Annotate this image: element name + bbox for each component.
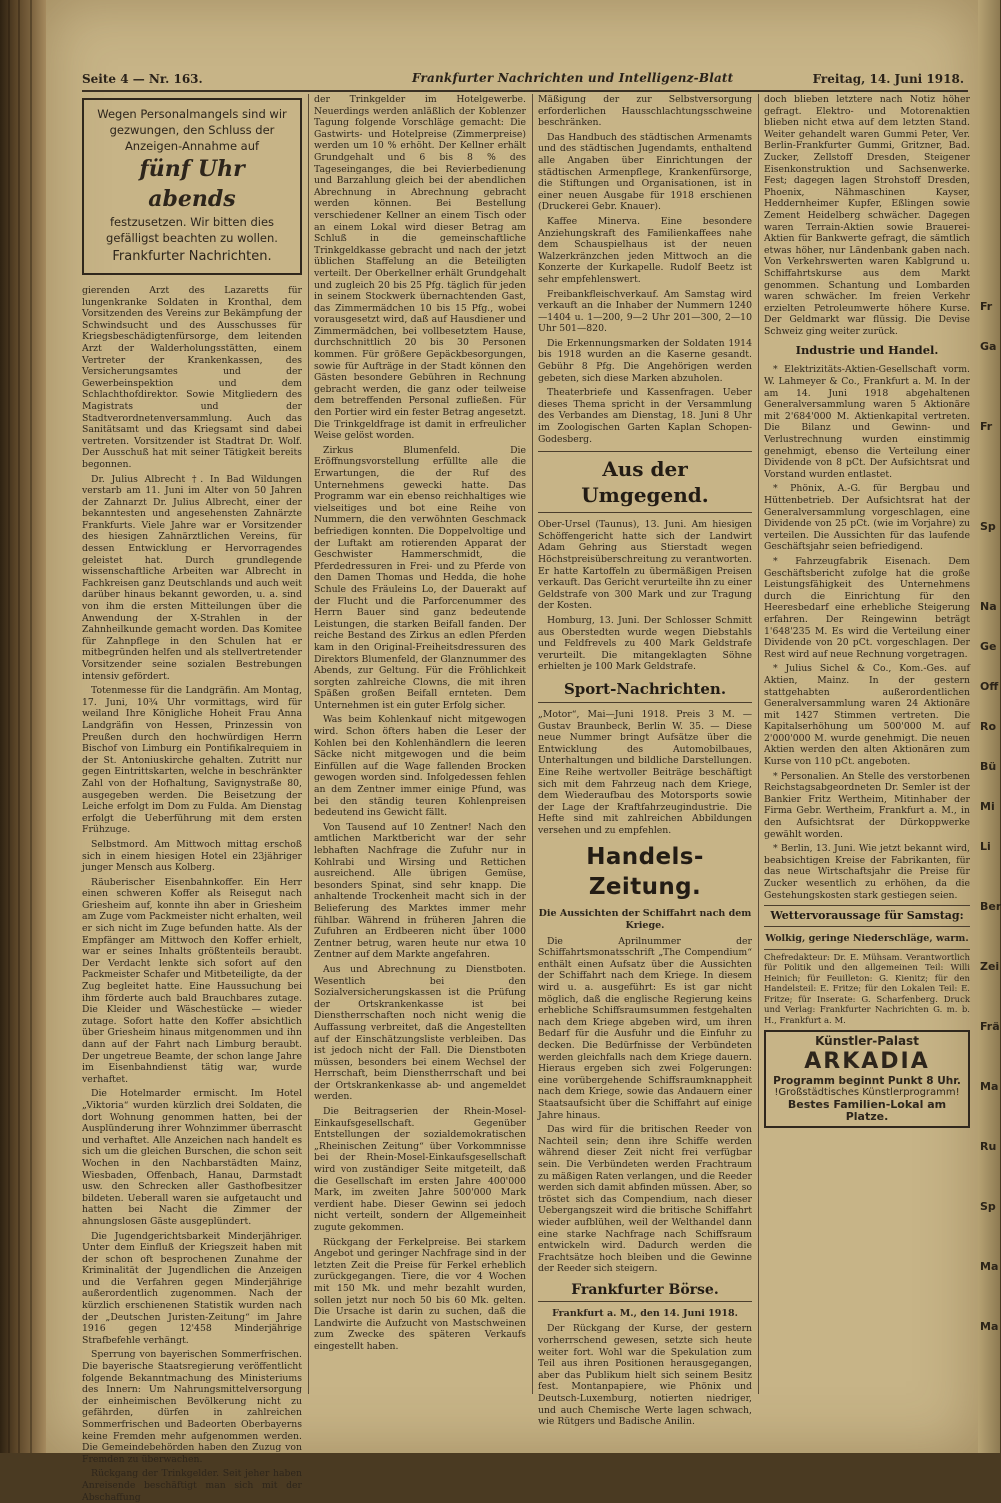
book-binding [0,0,46,1453]
ad-line-3: Programm beginnt Punkt 8 Uhr. [773,1074,961,1087]
article-paragraph: * Julius Sichel & Co., Kom.-Ges. auf Aktien, Mainz. In der gestern stattgehabten außerordentlichen Generalversammlung waren 24 Aktionäre mit 1427 Stimmen vertreten. Die Kapitalserhöhung um 500'000 M. auf 2'000'000 M. wurde genehmigt. Die neuen Aktien werden den alten Aktionären zum Kurse von 110 pCt. angeboten. [764,663,970,768]
notice-signature: Frankfurter Nachrichten. [112,249,272,264]
article-paragraph: Räuberischer Eisenbahnkoffer. Ein Herr einen schweren Koffer als Reisegut nach Griesheim auf, konnte ihn aber in Griesheim am Zuge vom Packmeister nicht erhalten, weil er sich nicht im Zuge befunden hatte. Als der Empfänger am Mittwoch den Koffer erhielt, war er seines Inhalts größtenteils beraubt. Der Verdacht lenkte sich sofort auf den Packmeister Schafer und Mitbeteiligte, da der Zug begleitet hatte. Eine Haussuchung bei ihm förderte auch bald Brauchbares zutage. Die Kleider und Wäschestücke — wieder zutage. Sofort hatte den Koffer absichtlich über Griesheim hinaus mitgenommen und ihn dann auf der Fahrt nach Limburg beraubt. Der ungetreue Beamte, der schon lange Jahre im Eisenbahndienst tätig war, wurde verhaftet. [82,876,302,1085]
article-paragraph: Das Handbuch des städtischen Armenamts und des städtischen Jugendamts, enthaltend alle Angaben über Einrichtungen der städtischen Armenpflege, Krankenfürsorge, die Stiftungen und Organisationen, ist in einer neuen Ausgabe für 1918 erschienen (Druckerei Gebr. Knauer). [538,131,752,213]
ad-line-5: Bestes Familien-Lokal am Platze. [787,1098,947,1123]
article-paragraph: Die Beitragserien der Rhein-Mosel-Einkaufsgesellschaft. Gegenüber Entstellungen der sozialdemokratischen „Rheinischen Zeitung“ über Vorkommnisse bei der Rhein-Mosel-Einkaufsgesellschaft wird von zuständiger Seite mitgeteilt, daß die Gesellschaft im ersten Jahre 400'000 Mark, im zweiten Jahre 500'000 Mark verdient habe. Dieser Gewinn sei jedoch nicht verteilt, sondern der Allgemeinheit zugute gekommen. [314,1106,526,1233]
article-paragraph: Das wird für die britischen Reeder von Nachteil sein; denn ihre Schiffe werden während dieser Zeit nicht frei verfügbar sein. Die Verbündeten werden Frachtraum zu mäßigen Raten verlangen, und die Reeder werden sich damit abfinden müssen. Aber, so tröstet sich das Compendium, nach dieser Uebergangszeit wird die britische Schiffahrt wieder aufblühen, weil der Welthandel dann eine starke Nachfrage nach Schiffsraum entwickeln wird. Dadurch werden die Frachtsätze hoch bleiben und die Gewinne der Reeder sich steigern. [538,1124,752,1275]
edge-fragment: Ber [980,900,1001,913]
edge-fragment: Frä [980,1020,1000,1033]
ad-line-4: !Großstädtisches Künstlerprogramm! [774,1087,960,1099]
section-heading-handel: Handels-Zeitung. [586,844,704,901]
adjacent-page-edge [978,0,1000,1453]
edge-fragment: Ga [980,340,997,353]
article-paragraph: Die Aprilnummer der Schiffahrtsmonatsschrift „The Compendium“ enthält einen Aufsatz über die Aussichten der Schiffahrt nach dem Kriege. In diesem wird u. a. ausgeführt: Es ist gar nicht möglich, daß die englische Regierung keins erhebliche Schiffsraumsummen festgehalten nach dem Kriege abgeben wird, um ihren Bedarf für die Ausfuhr und die Einfuhr zu decken. Die Bedürfnisse der Verbündeten werden gleichfalls nach dem Kriege dauern. Hieraus ergeben sich zwei Folgerungen: eine vorübergehende Schiffsraumknappheit nach dem Kriege, sowie das Andauern einer Staatsaufsicht über die Schiffahrt auf einige Jahre hinaus. [538,935,752,1121]
boerse-dateline: Frankfurt a. M., den 14. Juni 1918. [552,1307,738,1319]
edge-fragment: Fr [980,420,993,433]
edge-fragment: Mi [980,800,995,813]
article-paragraph: Theaterbriefe und Kassenfragen. Ueber dieses Thema spricht in der Versammlung des Verbandes am Dienstag, 18. Juni 8 Uhr im Zoologischen Garten Kaplan Schopen-Godesberg. [538,387,752,445]
article-paragraph: Der Rückgang der Kurse, der gestern vorherrschend gewesen, setzte sich heute weiter fort. Wohl war die Spekulation zum Teil aus ihren Positionen herausgegangen, aber das Publikum hielt sich seinem Besitz fest. Montanpapiere, wie Phönix und Deutsch-Luxemburg, notierten niedriger, und auch Chemische Werte lagen schwach, wie Rütgers und Badische Anilin. [538,1323,752,1428]
article-paragraph: Rückgang der Ferkelpreise. Bei starkem Angebot und geringer Nachfrage sind in der letzten Zeit die Preise für Ferkel erheblich zurückgegangen. Tiere, die vor 4 Wochen mit 150 Mk. und mehr bezahlt wurden, sollen jetzt nur noch 50 bis 60 Mk. gelten. Die Ursache ist darin zu suchen, daß die Landwirte die Aufzucht von Mastschweinen zum Zwecke des späteren Verkaufs eingestellt haben. [314,1236,526,1352]
edge-fragment: Na [980,600,997,613]
article-paragraph: Rückgang der Trinkgelder. Seit jeher haben Anreisende beschäftigt man sich mit der Abschaffung [82,1468,302,1503]
column-2 [314,94,526,1394]
article-paragraph: Dr. Julius Albrecht †. In Bad Wildungen verstarb am 11. Juni im Alter von 50 Jahren der Zahnarzt Dr. Julius Albrecht, einer der bekanntesten und angesehensten Zahnärzte Frankfurts. Viele Jahre war er Vorsitzender des hiesigen Zahnärztlichen Vereins, für dessen Entwicklung er Hervorragendes geleistet hat. Durch grundlegende wissenschaftliche Arbeiten war Albrecht in Fachkreisen ganz Deutschlands und auch weit darüber hinaus bekannt geworden, u. a. sind von ihm die ersten Mitteilungen über die Anwendung der X-Strahlen in der Zahnheilkunde gemacht worden. Das Komitee für Zahnpflege in den Schulen hat er mitbegründen helfen und als stellvertretender Vorsitzender seine sozialen Bestrebungen intensiv gefördert. [82,473,302,682]
edge-fragment: Ge [980,640,997,653]
article-paragraph: Ober-Ursel (Taunus), 13. Juni. Am hiesigen Schöffengericht hatte sich der Landwirt Adam Gehring aus Stierstadt wegen Höchstpreisüberschreitung zu verantworten. Er hatte Kartoffeln zu übermäßigen Preisen verkauft. Das Gericht verurteilte ihn zu einer Geldstrafe von 300 Mark und zur Tragung der Kosten. [538,519,752,612]
column-rule [758,94,759,1394]
article-paragraph: Die Erkennungsmarken der Soldaten 1914 bis 1918 wurden an die Kaserne gesandt. Gebühr 8 Pfg. Die Angehörigen werden gebeten, sich diese Marken abzuholen. [538,337,752,384]
page-header [82,68,968,90]
edge-fragment: Off [980,680,999,693]
section-heading-industrie: Industrie und Handel. [795,343,939,358]
article-paragraph: * Phönix, A.-G. für Bergbau und Hüttenbetrieb. Der Aufsichtsrat hat der Generalversammlung vorgeschlagen, eine Dividende von 25 pCt. (wie im Vorjahre) zu verteilen. Die Aussichten für das laufende Geschäftsjahr seien befriedigend. [764,483,970,553]
issue-date: Freitag, 14. Juni 1918. [812,72,964,86]
header-rule [82,90,968,92]
article-paragraph: Selbstmord. Am Mittwoch mittag erschoß sich in einem hiesigen Hotel ein 23jähriger junger Mensch aus Kolberg. [82,838,302,874]
masthead-title: Frankfurter Nachrichten und Intelligenz-Blatt [412,71,734,85]
column-rule [308,94,309,1394]
article-paragraph: Von Tausend auf 10 Zentner! Nach den amtlichen Marktbericht war der sehr lebhaften Nachfrage die Zufuhr nur in Kohlrabi und Wirsing und Rettichen ausreichend. Alle übrigen Gemüse, besonders Spinat, sind sehr knapp. Die anhaltende Trockenheit macht sich in der Belieferung des Marktes immer mehr fühlbar. Während in früheren Jahren die Zufuhren an Erdbeeren nicht über 1000 Zentner betrug, waren heute nur etwa 10 Zentner auf dem Markte angefahren. [314,821,526,961]
notice-text-2: festzusetzen. Wir bitten dies gefälligst beachten zu wollen. [106,215,278,245]
ad-line-1: Künstler-Palast [815,1034,919,1049]
page-number: Seite 4 — Nr. 163. [82,72,203,86]
article-paragraph: der Trinkgelder im Hotelgewerbe. Neuerdings werden anläßlich der Koblenzer Tagung folgende Vorschläge gemacht: Die Gastwirts- und Hotelpreise (Zimmerpreise) werden um 10 % erhöht. Der Kellner erhält Grundgehalt und 6 bis 8 % des Tageseinganges, die bei Revierbedienung und Barzahlung gleich bei der abendlichen Abrechnung in Abrechnung gebracht werden können. Bei Bestellung verschiedener Kellner an einem Tisch oder an einem Lokal wird dieser Betrag am Schluß in die gemeinschaftliche Trinkgeldkasse gebracht und nach der jetzt üblichen Staffelung an die Beteiligten verteilt. Der Oberkellner erhält Grundgehalt und zugleich 20 bis 25 Pfg. täglich für jeden in seinem Stockwerk übernachtenden Gast, das Zimmermädchen 10 bis 15 Pfg., wobei vorausgesetzt wird, daß auf Hausdiener und Zimmermädchen, bei vollbesetztem Hause, durchschnittlich 20 bis 30 Personen kommen. Für größere Gepäckbesorgungen, sowie für Aufträge in der Stadt können den Gästen besondere Gebühren in Rechnung gebracht werden, die ganz oder teilweise dem betreffenden Personal zufließen. Für den Portier wird ein fester Betrag angesetzt. Die Trinkgeldfrage ist damit in erfreulicher Weise gelöst worden. [314,94,526,442]
column-4 [764,94,970,1414]
imprint: Chefredakteur: Dr. E. Mühsam. Verantwortlich für Politik und den allgemeinen Teil: Willi Heinich; für Feuilleton: G. Kienitz; für den Handelsteil: E. Fritze; für den Lokalen Teil: E. Fritze; für Inserate: G. Scharfenberg. Druck und Verlag: Frankfurter Nachrichten G. m. b. H., Frankfurt a. M. [764,949,970,1027]
section-heading-sport: Sport-Nachrichten. [538,679,752,703]
notice-emphasis: fünf Uhr abends [139,156,245,212]
edge-fragment: Zei [980,960,1000,973]
edge-fragment: Ma [980,1320,999,1333]
arkadia-advertisement [764,1030,970,1128]
article-paragraph: Was beim Kohlenkauf nicht mitgewogen wird. Schon öfters haben die Leser der Kohlen bei den Kohlenhändlern die leeren Säcke nicht mitgewogen und die beim Einfüllen auf die Wage fallenden Brocken gewogen worden sind. Infolgedessen fehlen an dem Zentner immer einige Pfund, was bei den ständig teuren Kohlenpreisen bedeutend ins Gewicht fällt. [314,714,526,819]
article-paragraph: „Motor“, Mai—Juni 1918. Preis 3 M. — Gustav Braunbeck, Berlin W. 35. — Diese neue Nummer bringt Aufsätze über die Entwicklung des Automobilbaues, Unterhaltungen und bildliche Darstellungen. Eine Reihe wertvoller Beiträge beschäftigt sich mit dem Fahrzeug nach dem Kriege, dem Wiederaufbau des Motorsports sowie der Lage der Kraftfahrzeugindustrie. Die Hefte sind mit zahlreichen Abbildungen versehen und zu empfehlen. [538,708,752,836]
edge-fragment: Sp [980,1200,996,1213]
article-paragraph: gierenden Arzt des Lazaretts für lungenkranke Soldaten in Kronthal, dem Vorsitzenden des Vereins zur Bekämpfung der Schwindsucht und des Ausschusses für Kriegsbeschädigtenfürsorge, dem leitenden Arzt der Walderholungsstätten, einem Vertreter der Krankenkassen, des Versicherungsamtes und der Gewerbeinspektion und dem Schlachthofdirektor. Sowie Mitgliedern des Magistrats und der Stadtverordnetenversammlung. Auch das Sanitätsamt und das Kriegsamt sind dabei vertreten. Vorsitzender ist Stadtrat Dr. Wolf. Der Ausschuß hat mit seiner Tätigkeit bereits begonnen. [82,285,302,470]
article-paragraph: * Personalien. An Stelle des verstorbenen Reichstagsabgeordneten Dr. Semler ist der Bankier Fritz Wertheim, Mitinhaber der Firma Gebr. Wertheim, Frankfurt a. M., in den Aufsichtsrat der Dürkoppwerke gewählt worden. [764,770,970,840]
column-1 [82,94,302,1503]
article-paragraph: * Berlin, 13. Juni. Wie jetzt bekannt wird, beabsichtigen Kreise der Fabrikanten, für das neue Wirtschaftsjahr die Preise für Zucker wesentlich zu erhöhen, da die Gestehungskosten stark gestiegen seien. [764,843,970,901]
article-paragraph: doch blieben letztere nach Notiz höher gefragt. Elektro- und Motorenaktien blieben nicht etwa auf dem letzten Stand. Weiter gehandelt waren Gummi Peter, Ver. Berlin-Frankfurter Gummi, Gritzner, Bad. Zucker, Zellstoff Dresden, Steigener Eisenkonstruktion und Sachsenwerke. Fest; dagegen lagen Strohstoff Dresden, Phoenix, Nähmaschinen Kayser, Heddernheimer Kupfer, Eßlingen sowie Zement Heidelberg schwächer. Dagegen waren Terrain-Aktien sowie Brauerei-Aktien für Bankwerte gefragt, die sämtlich etwas höher, nur Ländenbank gaben nach. Von Verkehrswerten waren Kablgrund u. Schiffahrtskurse aus dem Markt genommen. Schantung und Lombarden waren schwächer. Im freien Verkehr erzielten Petroleumwerte höhere Kurse. Der Geldmarkt war flüssig. Die Devise Schweiz ging weiter zurück. [764,94,970,337]
article-paragraph: * Elektrizitäts-Aktien-Gesellschaft vorm. W. Lahmeyer & Co., Frankfurt a. M. In der am 14. Juni 1918 abgehaltenen Generalversammlung waren 5 Aktionäre mit 2'684'000 M. Aktienkapital vertreten. Die Bilanz und Gewinn- und Verlustrechnung wurden einstimmig genehmigt, ebenso die Verteilung einer Dividende von 8 pCt. Der Aufsichtsrat und Vorstand wurden entlastet. [764,364,970,480]
section-heading-boerse: Frankfurter Börse. [538,1281,752,1302]
edge-fragment: Bü [980,760,997,773]
edge-fragment: Ru [980,1140,997,1153]
weather-forecast: Wolkig, geringe Niederschläge, warm. [765,933,969,945]
article-paragraph: Freibankfleischverkauf. Am Samstag wird verkauft an die Inhaber der Nummern 1240—1404 u. 1—200, 9—2 Uhr 201—300, 2—10 Uhr 501—820. [538,288,752,335]
edge-fragment: Ro [980,720,997,733]
article-paragraph: Aus und Abrechnung zu Dienstboten. Wesentlich bei den Sozialversicherungskassen ist die Prüfung der Ortskrankenkasse ist bei Dienstherrschaften noch nicht wenig die Auffassung verbreitet, daß die Angestellten auf der Einschätzungsliste verbleiben. Das ist jedoch nicht der Fall. Die Dienstboten müssen, besonders bei einem Wechsel der Herrschaft, beim Dienstherrschaft und bei der Ortskrankenkasse ab- und angemeldet werden. [314,963,526,1103]
section-heading-umgegend: Aus der Umgegend. [538,451,752,513]
article-paragraph: Kaffee Minerva. Eine besondere Anziehungskraft des Familienkaffees nahe dem Schauspielhaus ist der neuen Walzerkränzchen jeden Mittwoch an die Konzerte der Kurkapelle. Rudolf Beetz ist sehr empfehlenswert. [538,215,752,285]
article-paragraph: Die Hotelmarder ermischt. Im Hotel „Viktoria“ wurden kürzlich drei Soldaten, die dort Wohnung genommen hatten, bei der Ausplünderung ihrer Wohnzimmer überrascht und verhaftet. Alle Anzeichen nach handelt es sich um die gleichen Burschen, die schon seit Wochen in den Nachbarstädten Mainz, Wiesbaden, Offenbach, Hanau, Darmstadt usw. den Schrecken aller Gasthofbesitzer bildeten. Ueberall waren sie aufgetaucht und hatten bei Nacht die Zimmer der ahnungslosen Gäste ausgeplündert. [82,1088,302,1227]
article-subheading: Die Aussichten der Schiffahrt nach dem Kriege. [538,908,752,932]
edge-fragment: Li [980,840,991,853]
article-paragraph: * Fahrzeugfabrik Eisenach. Dem Geschäftsbericht zufolge hat die große Leistungsfähigkeit des Unternehmens durch die Einrichtung für den Heeresbedarf eine erhebliche Steigerung erfahren. Der Reingewinn beträgt 1'648'235 M. Es wird die Verteilung einer Dividende von 20 pCt. vorgeschlagen. Der Rest wird auf neue Rechnung vorgetragen. [764,555,970,660]
article-paragraph: Die Jugendgerichtsbarkeit Minderjähriger. Unter dem Einfluß der Kriegszeit haben mit der schon oft besprochenen Zunahme der Kriminalität der Jugendlichen die Anzeigen und die Verfahren gegen Minderjährige außerordentlich zugenommen. Nach der kürzlich erschienenen Statistik wurden nach der „Deutschen Juristen-Zeitung“ im Jahre 1916 gegen 12'458 Minderjährige Strafbefehle verhängt. [82,1230,302,1346]
edge-fragment: Fr [980,300,993,313]
column-rule [532,94,533,1394]
notice-text-1: Wegen Personalmangels sind wir gezwungen, den Schluss der Anzeigen-Annahme auf [97,107,287,153]
edge-fragment: Ma [980,1260,999,1273]
edge-fragment: Sp [980,520,996,533]
article-paragraph: Mäßigung der zur Selbstversorgung erforderlichen Hausschlachtungsschweine beschränken. [538,94,752,129]
article-paragraph: Totenmesse für die Landgräfin. Am Montag, 17. Juni, 10¾ Uhr vormittags, wird für weiland Ihre Königliche Hoheit Frau Anna Landgräfin von Hessen, Prinzessin von Preußen durch den hochwürdigen Herrn Bischof von Limburg ein Pontifikalrequiem in der St. Antoniuskirche gehalten. Zutritt nur gegen Eintrittskarten, welche in beschränkter Zahl von der Hofhaltung, Savignystraße 80, ausgegeben werden. Die Beisetzung der Leiche erfolgt im Dom zu Fulda. Am Dienstag erfolgt die Ueberführung mit dem ersten Frühzuge. [82,685,302,836]
staff-notice-box [82,98,302,275]
ad-venue-name: ARKADIA [804,1048,930,1074]
article-paragraph: Zirkus Blumenfeld. Die Eröffnungsvorstellung erfüllte alle die Erwartungen, die der Ruf des Unternehmens gewecki hatte. Das Programm war ein ebenso reichhaltiges wie vielseitiges und bot eine Reihe von Nummern, die den verwöhnten Geschmack befriedigen konnten. Die Doppelvoltige und der Luftakt am rotierenden Apparat der Geschwister Hammerschmidt, die Pferdedressuren in Frei- und zu Pferde von den Damen Thomas und Hedda, die hohe Schule des Fräuleins Lo, der Dauerakt auf der Flucht und die Parforcenummer des Herrn Bauer sind ganz bedeutende Leistungen, die starken Beifall fanden. Der reiche Bestand des Zirkus an edlen Pferden kam in den Original-Freiheitsdressuren des Direktors Blumenfeld, der Glanznummer des Abends, zur Geltung. Für die Fröhlichkeit sorgten zahlreiche Clowns, die mit ihren Späßen großen Beifall ernteten. Dem Unternehmen ist ein guter Erfolg sicher. [314,444,526,711]
article-paragraph: Homburg, 13. Juni. Der Schlosser Schmitt aus Oberstedten wurde wegen Diebstahls und Feldfrevels zu 400 Mark Geldstrafe verurteilt. Die mitangeklagten Söhne erhielten je 100 Mark Geldstrafe. [538,614,752,673]
edge-fragment: Ma [980,1080,999,1093]
column-3 [538,94,752,1428]
weather-heading: Wettervoraussage für Samstag: [764,905,970,927]
article-paragraph: Sperrung von bayerischen Sommerfrischen. Die bayerische Staatsregierung veröffentlicht folgende Bekanntmachung des Ministeriums des Innern: Um Nahrungsmittelversorgung der einheimischen Bevölkerung nicht zu gefährden, dürfen in zahlreichen Sommerfrischen und Badeorten Oberbayerns keine Fremden mehr aufgenommen werden. Die Gemeindebehörden haben den Zuzug von Fremden zu überwachen. [82,1349,302,1465]
